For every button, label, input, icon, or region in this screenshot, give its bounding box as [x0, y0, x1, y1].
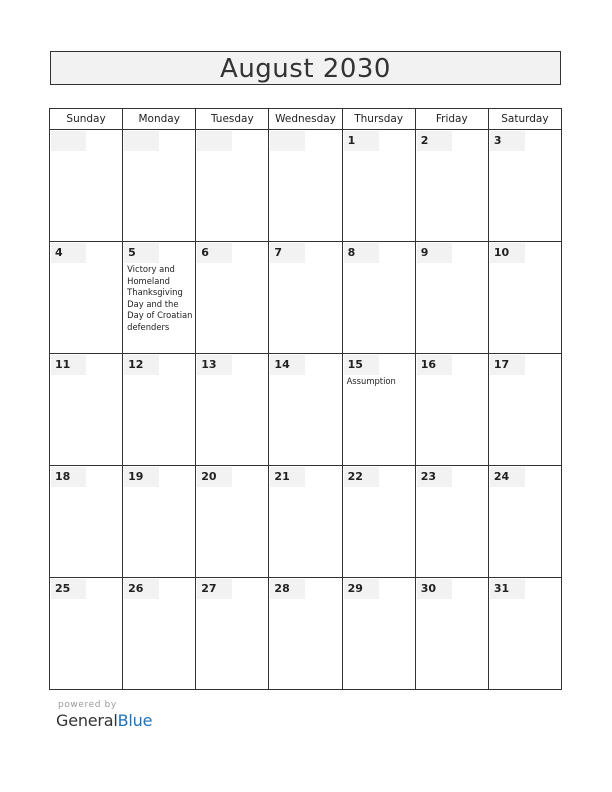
day-number: 28: [274, 582, 290, 595]
day-cell: [50, 578, 123, 690]
holiday-label: Assumption: [346, 376, 396, 386]
day-number: 2: [420, 134, 429, 147]
day-number: 29: [347, 582, 363, 595]
day-number: 14: [274, 358, 290, 371]
day-cell: [196, 242, 269, 354]
day-cell: [269, 242, 342, 354]
day-cell: [123, 130, 196, 242]
day-cell: [123, 242, 196, 354]
day-number: 15: [347, 358, 363, 371]
day-cell: [123, 578, 196, 690]
weekday-header-row: [50, 109, 562, 130]
day-cell: [269, 578, 342, 690]
day-number: 26: [128, 582, 144, 595]
day-header: [197, 131, 232, 151]
day-cell: [415, 354, 488, 466]
day-number: 16: [420, 358, 437, 371]
day-cell: [50, 466, 123, 578]
day-header: [124, 243, 159, 263]
day-number: 21: [274, 470, 290, 483]
day-number: 19: [128, 470, 144, 483]
day-header: [51, 467, 86, 487]
calendar-week-row: [50, 242, 562, 354]
day-number: 13: [201, 358, 217, 371]
day-header: [270, 131, 305, 151]
day-header: [51, 579, 86, 599]
calendar-week-row: [50, 466, 562, 578]
day-cell: [196, 354, 269, 466]
day-header: [124, 355, 159, 375]
day-number: 11: [55, 358, 71, 371]
calendar-week-row: [50, 578, 562, 690]
day-cell: [342, 354, 415, 466]
footer-branding: [56, 700, 152, 730]
day-header: [270, 243, 305, 263]
calendar-title-box: [50, 51, 561, 85]
day-number: 3: [493, 134, 502, 147]
day-cell: [488, 242, 561, 354]
day-header: [490, 355, 525, 375]
calendar-grid: [49, 108, 562, 690]
day-header: [51, 131, 86, 151]
day-header: [124, 131, 159, 151]
day-header: [490, 467, 525, 487]
day-number: 8: [347, 246, 356, 259]
day-header: [490, 243, 525, 263]
day-header: [417, 355, 452, 375]
day-number: 25: [55, 582, 71, 595]
weekday-tuesday: Tuesday: [196, 109, 269, 130]
day-header: [270, 467, 305, 487]
day-number: 12: [128, 358, 144, 371]
day-number: 23: [420, 470, 437, 483]
day-cell: [269, 354, 342, 466]
day-header: [270, 355, 305, 375]
weekday-thursday: Thursday: [342, 109, 415, 130]
day-header: [197, 467, 232, 487]
day-number: 17: [493, 358, 510, 371]
day-number: 18: [55, 470, 71, 483]
day-cell: [196, 466, 269, 578]
day-header: [490, 579, 525, 599]
day-cell: [50, 130, 123, 242]
calendar-week-row: [50, 354, 562, 466]
day-cell: [415, 242, 488, 354]
weekday-friday: Friday: [415, 109, 488, 130]
day-cell: [269, 130, 342, 242]
day-number: 27: [201, 582, 217, 595]
day-header: [344, 579, 379, 599]
day-header: [417, 467, 452, 487]
day-number: 7: [274, 246, 283, 259]
day-header: [197, 243, 232, 263]
day-number: 22: [347, 470, 363, 483]
powered-by-text: powered by: [58, 700, 117, 710]
weekday-sunday: Sunday: [50, 109, 123, 130]
day-cell: [123, 354, 196, 466]
day-cell: [269, 466, 342, 578]
day-header: [197, 355, 232, 375]
day-header: [51, 355, 86, 375]
day-header: [344, 355, 379, 375]
day-header: [490, 131, 525, 151]
day-number: 31: [493, 582, 510, 595]
day-number: 24: [493, 470, 510, 483]
day-cell: [196, 578, 269, 690]
day-number: 30: [420, 582, 437, 595]
day-number: 10: [493, 246, 510, 259]
day-header: [417, 243, 452, 263]
day-header: [270, 579, 305, 599]
day-cell: [415, 466, 488, 578]
day-header: [417, 131, 452, 151]
day-cell: [415, 578, 488, 690]
day-header: [344, 131, 379, 151]
day-cell: [196, 130, 269, 242]
day-cell: [488, 354, 561, 466]
day-cell: [342, 130, 415, 242]
day-header: [344, 467, 379, 487]
day-number: 20: [201, 470, 217, 483]
day-header: [124, 467, 159, 487]
day-cell: [50, 242, 123, 354]
calendar-body: [50, 130, 562, 690]
day-number: 6: [201, 246, 209, 259]
day-number: 9: [420, 246, 429, 259]
day-cell: [342, 466, 415, 578]
brand-blue-text: Blue: [117, 711, 153, 730]
day-cell: [50, 354, 123, 466]
day-header: [124, 579, 159, 599]
day-cell: [488, 466, 561, 578]
day-header: [51, 243, 86, 263]
day-number: 1: [347, 134, 356, 147]
brand-logo: [56, 711, 152, 730]
brand-general-text: General: [56, 711, 118, 730]
day-cell: [342, 242, 415, 354]
weekday-saturday: Saturday: [488, 109, 561, 130]
day-number: 4: [55, 246, 63, 259]
calendar-title: August 2030: [220, 54, 391, 84]
weekday-monday: Monday: [123, 109, 196, 130]
day-header: [197, 579, 232, 599]
calendar-week-row: [50, 130, 562, 242]
day-cell: [342, 578, 415, 690]
day-header: [344, 243, 379, 263]
holiday-label: Victory and Homeland Thanksgiving Day and the Day of Croatian defenders: [127, 264, 193, 332]
weekday-wednesday: Wednesday: [269, 109, 342, 130]
day-cell: [415, 130, 488, 242]
day-header: [417, 579, 452, 599]
day-cell: [488, 578, 561, 690]
day-cell: [488, 130, 561, 242]
day-number: 5: [128, 246, 136, 259]
day-cell: [123, 466, 196, 578]
